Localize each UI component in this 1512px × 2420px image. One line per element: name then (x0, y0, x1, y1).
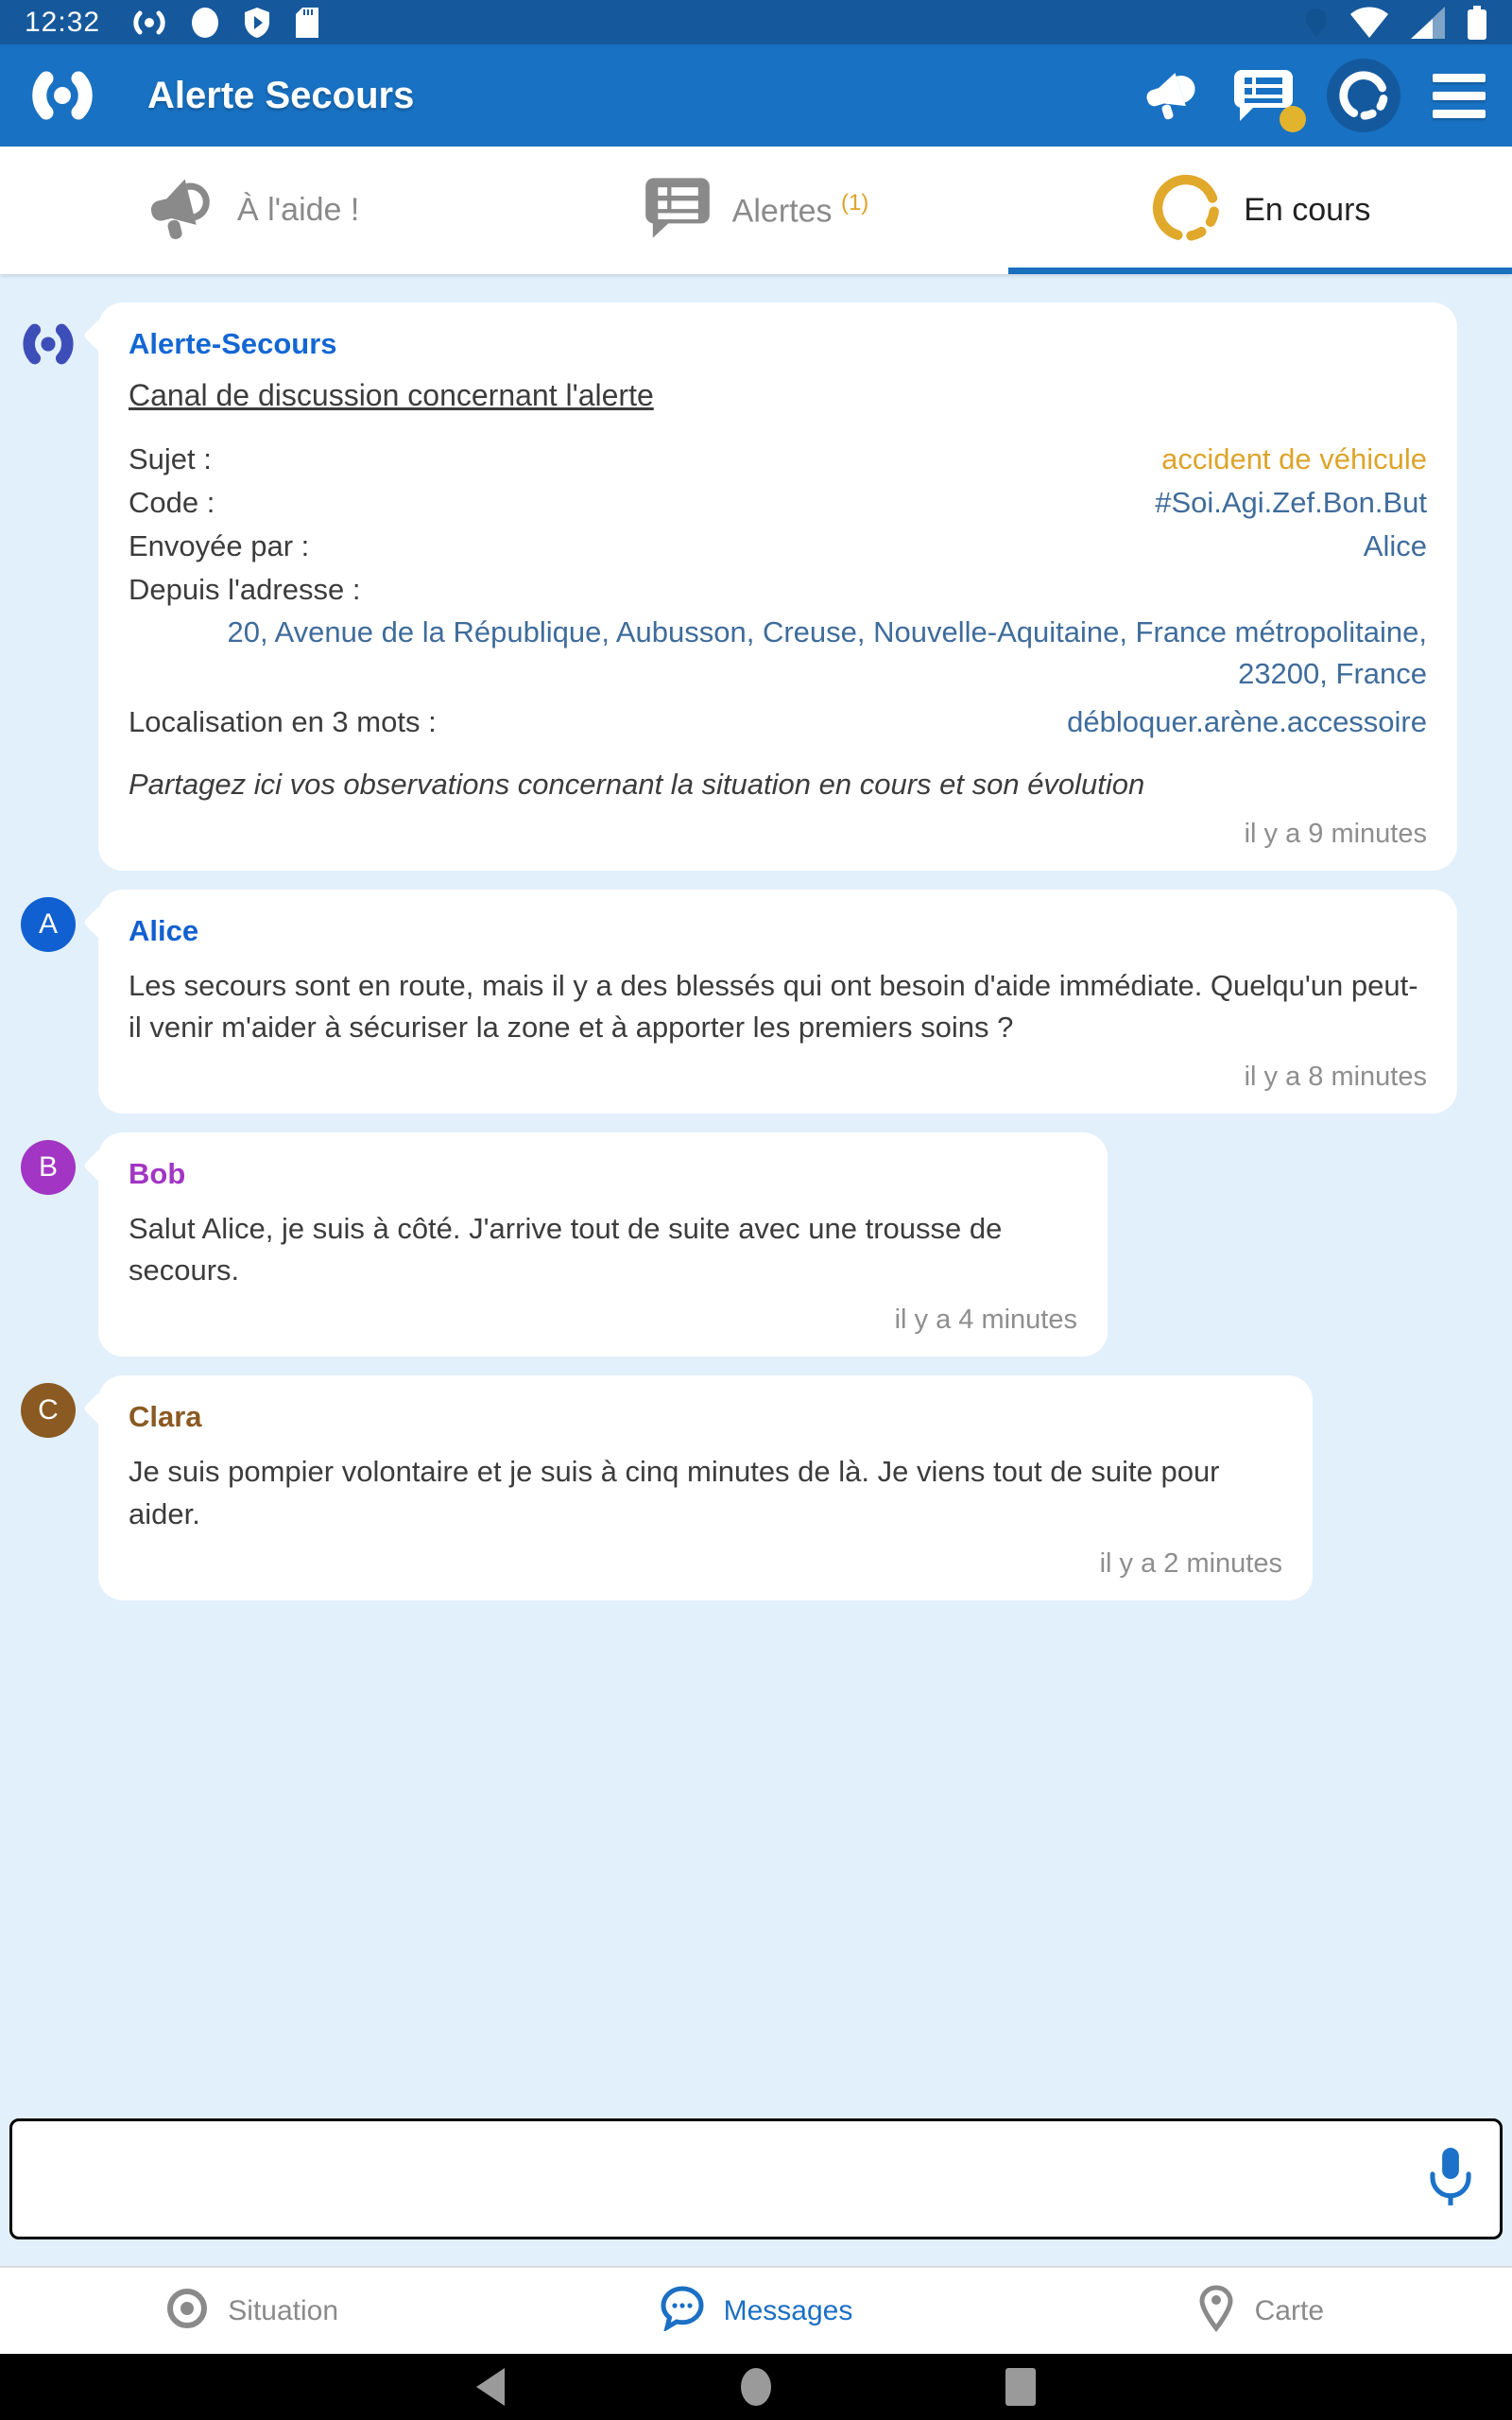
map-pin-icon (1196, 2285, 1236, 2337)
timestamp: il y a 2 minutes (1099, 1547, 1282, 1579)
field-envoyee-par: Envoyée par : Alice (129, 525, 1427, 568)
nav-label: Situation (228, 2294, 339, 2326)
bottom-nav (0, 2266, 1512, 2354)
field-localisation: Localisation en 3 mots : débloquer.arène.accessoire (129, 700, 1427, 744)
home-icon[interactable] (737, 2366, 775, 2408)
megaphone-icon (145, 170, 216, 251)
message-text: Salut Alice, je suis à côté. J'arrive tout de suite avec une trousse de secours. (129, 1212, 1003, 1288)
code-value: #Soi.Agi.Zef.Bon.But (1155, 485, 1427, 519)
address-link[interactable]: 20, Avenue de la République, Aubusson, Creuse, Nouvelle-Aquitaine, France métropolitaine, 23200, France (227, 614, 1427, 690)
field-code: Code : #Soi.Agi.Zef.Bon.But (129, 481, 1427, 525)
nav-item-carte[interactable] (1008, 2268, 1512, 2354)
avatar: A (21, 897, 76, 952)
alert-radio-icon (132, 8, 166, 38)
alerte-secours-avatar-icon (19, 310, 77, 372)
progress-ring-icon (1149, 171, 1223, 250)
shield-play-icon (244, 7, 270, 39)
sd-card-icon (295, 7, 319, 39)
back-icon[interactable] (472, 2366, 510, 2408)
message-card (98, 890, 1457, 1114)
subject-value: accident de véhicule (1161, 442, 1427, 475)
author-name: Bob (129, 1157, 186, 1191)
timestamp: il y a 4 minutes (894, 1305, 1077, 1336)
circle-notification-icon (191, 7, 219, 39)
message-row-bob (0, 1132, 1512, 1357)
notification-badge (1280, 106, 1306, 132)
target-icon (165, 2287, 209, 2335)
field-adresse-label: Depuis l'adresse : (129, 572, 361, 606)
cell-signal-icon (1410, 7, 1446, 39)
field-sujet: Sujet : accident de véhicule (129, 438, 1427, 481)
nav-label: Carte (1254, 2294, 1324, 2326)
system-message-row (0, 302, 1512, 871)
tab-label: À l'aide ! (236, 192, 360, 228)
android-nav-bar (0, 2354, 1512, 2420)
chat-notification-icon[interactable] (1232, 66, 1295, 125)
tab-a-laide[interactable] (0, 147, 504, 274)
app-header (0, 44, 1512, 147)
tab-label: En cours (1244, 192, 1371, 228)
nav-item-messages[interactable] (504, 2268, 1007, 2354)
battery-icon (1467, 6, 1487, 40)
microphone-icon[interactable] (1426, 2146, 1475, 2213)
composer-area (0, 2109, 1512, 2266)
timestamp: il y a 9 minutes (1244, 819, 1427, 850)
megaphone-icon[interactable] (1142, 66, 1200, 125)
recents-icon[interactable] (1002, 2366, 1040, 2408)
tab-en-cours[interactable] (1008, 147, 1512, 274)
tab-alertes[interactable] (504, 147, 1007, 274)
tab-label: Alertes $^{(1)}$ (731, 190, 869, 230)
avatar: B (21, 1140, 76, 1195)
app-logo-icon (26, 67, 98, 124)
wifi-icon (1349, 7, 1389, 39)
timestamp: il y a 8 minutes (1244, 1062, 1427, 1093)
sender-value: Alice (1363, 528, 1427, 562)
clock: 12:32 (25, 6, 101, 38)
message-input[interactable] (9, 2118, 1503, 2239)
page-title: Alerte Secours (147, 74, 415, 116)
message-text: Les secours sont en route, mais il y a des blessés qui ont besoin d'aide immédiate. Quelqu'un peut-il venir m'aider à sécuriser la zone et à apporter les premiers soins ? (129, 969, 1418, 1045)
tab-bar (0, 147, 1512, 274)
card-note: Partagez ici vos observations concernant la situation en cours et son évolution (129, 768, 1145, 802)
status-bar (0, 0, 1512, 44)
loader-icon[interactable] (1327, 59, 1400, 132)
message-row-clara (0, 1375, 1512, 1599)
chat-bubble-icon (660, 2286, 705, 2336)
chat-list-icon (644, 172, 712, 249)
alert-count-badge: (1) (840, 190, 869, 216)
author-name: Alice (129, 914, 199, 948)
menu-icon[interactable] (1433, 74, 1486, 118)
nav-item-situation[interactable] (0, 2268, 504, 2354)
active-tab-indicator (1008, 268, 1512, 274)
card-title: Canal de discussion concernant l'alerte (129, 378, 654, 412)
message-list[interactable] (0, 274, 1512, 2109)
system-message-card (98, 302, 1457, 871)
avatar: C (21, 1383, 76, 1438)
what3words-link[interactable]: débloquer.arène.accessoire (1067, 704, 1427, 738)
message-card (98, 1375, 1313, 1599)
nav-label: Messages (723, 2294, 853, 2326)
location-pin-icon (1304, 8, 1329, 38)
author-name: Alerte-Secours (129, 327, 337, 360)
message-card (98, 1132, 1108, 1357)
message-text: Je suis pompier volontaire et je suis à cinq minutes de là. Je viens tout de suite pour aider. (129, 1455, 1220, 1530)
author-name: Clara (129, 1400, 202, 1434)
message-row-alice (0, 890, 1512, 1114)
